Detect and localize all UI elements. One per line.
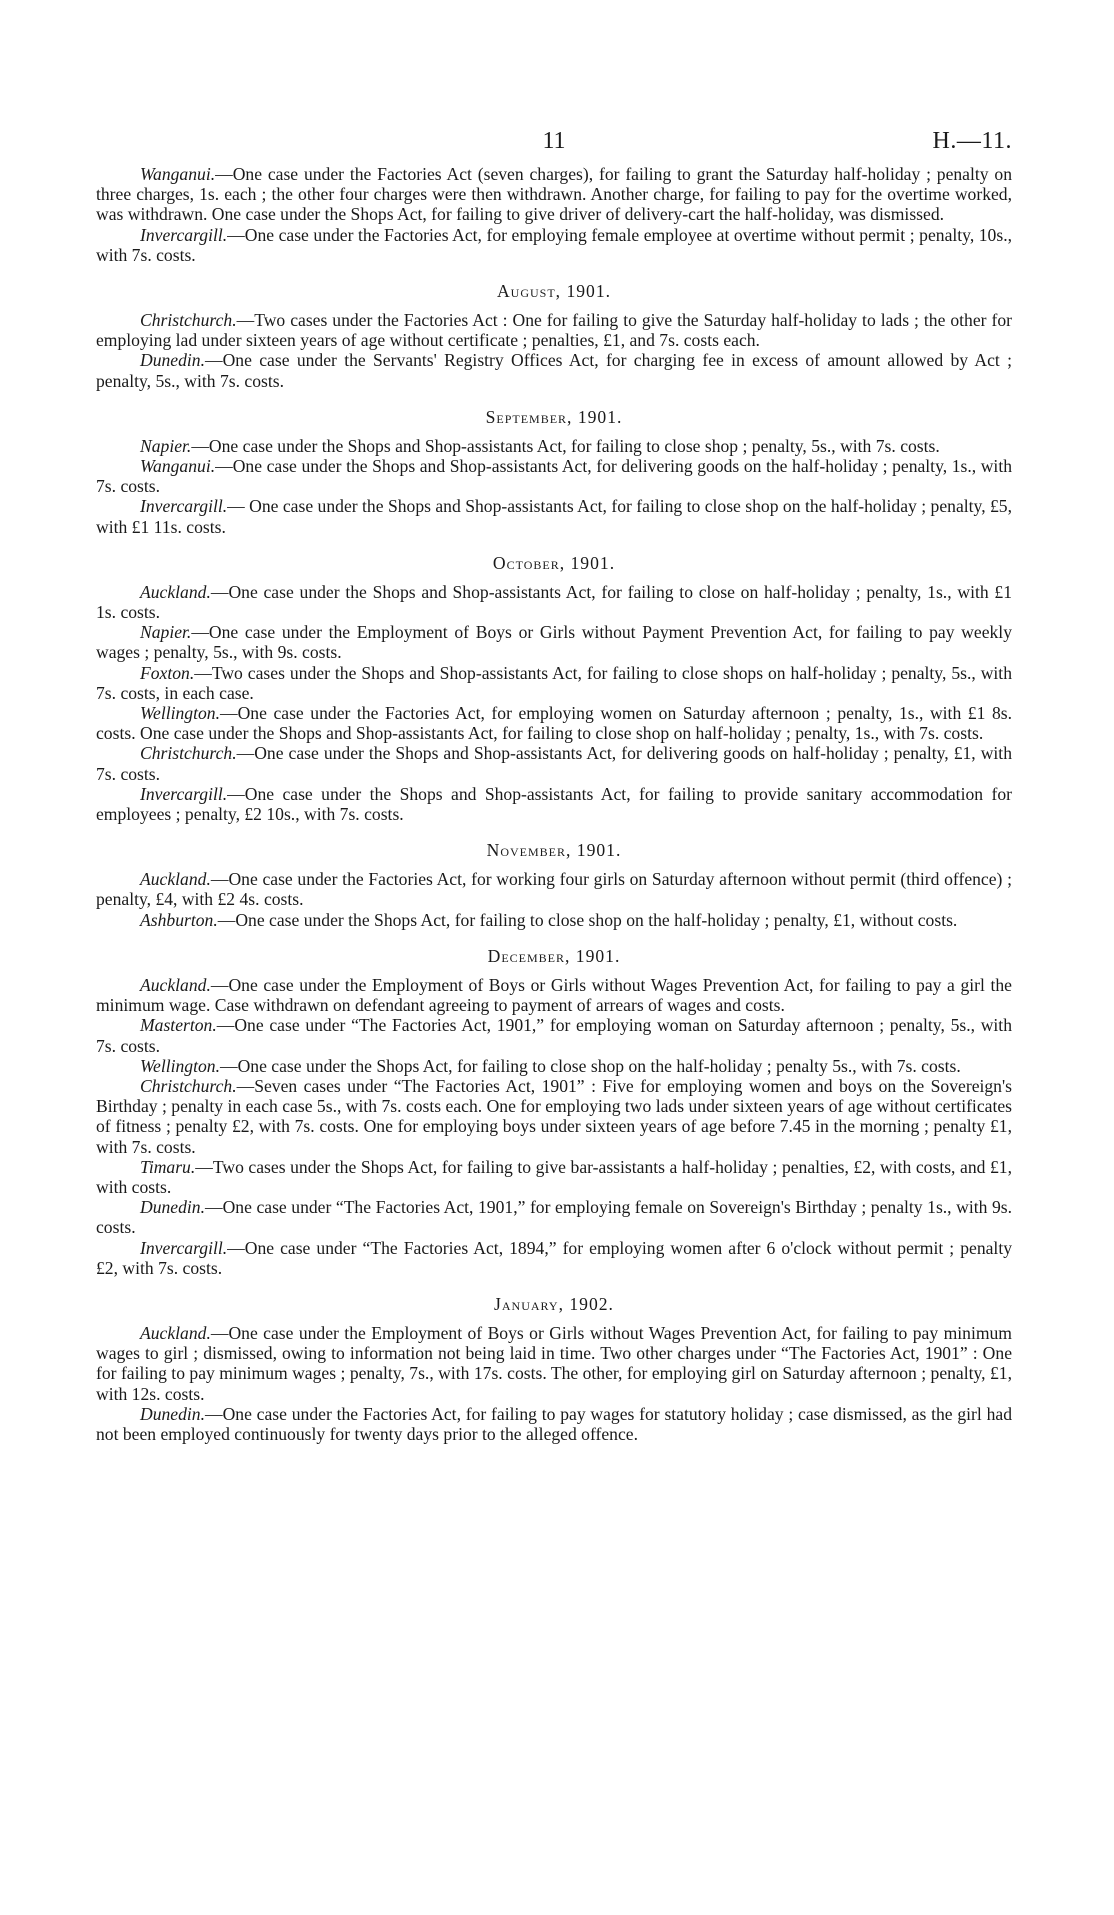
document-code: H.—11. [932, 128, 1012, 154]
place-name: Wellington. [140, 1055, 220, 1076]
place-name: Dunedin. [140, 350, 205, 371]
place-name: Napier. [140, 435, 192, 456]
month-heading: October, 1901. [492, 552, 616, 573]
case-entry [96, 784, 1012, 824]
section-september-1901 [96, 407, 1012, 537]
place-name: Ashburton. [140, 909, 218, 930]
place-name: Masterton. [140, 1015, 217, 1036]
case-text: —One case under the Shops and Shop-assistants Act, for delivering goods on the half-holiday ; penalty, 1s., with 7s. costs. [96, 456, 1012, 497]
section-december-1901 [96, 946, 1012, 1278]
month-heading: January, 1902. [494, 1293, 614, 1314]
case-entry [96, 743, 1012, 783]
document-page [96, 128, 1012, 1444]
place-name: Christchurch. [140, 1075, 237, 1096]
case-entry [96, 975, 1012, 1015]
case-text: —One case under the Shops Act, for failing to close shop on the half-holiday ; penalty, £1, without costs. [217, 909, 958, 930]
case-text: —One case under the Factories Act, for employing female employee at overtime without permit ; penalty, 10s., with 7s. costs. [96, 224, 1012, 265]
place-name: Wanganui. [140, 456, 216, 477]
case-entry [96, 496, 1012, 536]
case-entry [96, 582, 1012, 622]
case-entry [96, 164, 1012, 225]
place-name: Invercargill. [140, 496, 228, 517]
case-text: —One case under the Employment of Boys or Girls without Wages Prevention Act, for failing to pay minimum wages to girl ; dismissed, owing to information not being laid in time. Two other charges under “The Factories Act, 1901” : One for failing to pay minimum wages ; penalty, 7s., with 17s. costs. The other, for employing girl on Saturday afternoon ; penalty, £1, with 12s. costs. [96, 1322, 1012, 1404]
place-name: Wellington. [140, 703, 220, 724]
case-text: —One case under the Employment of Boys or Girls without Payment Prevention Act, for failing to pay weekly wages ; penalty, 5s., with 9s. costs. [96, 622, 1012, 663]
place-name: Timaru. [140, 1156, 196, 1177]
case-text: —One case under the Shops and Shop-assistants Act, for delivering goods on half-holiday ; penalty, £1, with 7s. costs. [96, 743, 1012, 784]
case-text: — One case under the Shops and Shop-assistants Act, for failing to close shop on the half-holiday ; penalty, £5, with £1 11s. costs. [96, 496, 1012, 537]
page-header [96, 128, 1012, 164]
case-entry [96, 1015, 1012, 1055]
place-name: Dunedin. [140, 1403, 205, 1424]
case-entry [96, 1404, 1012, 1444]
place-name: Foxton. [140, 662, 195, 683]
case-text: —One case under the Servants' Registry Offices Act, for charging fee in excess of amount allowed by Act ; penalty, 5s., with 7s. costs. [96, 350, 1012, 391]
case-text: —Seven cases under “The Factories Act, 1901” : Five for employing women and boys on the Sovereign's Birthday ; penalty in each case 5s., with 7s. costs each. One for employing two lads under sixteen years of age without certificates of fitness ; penalty £2, with 7s. costs. One for employing boys under sixteen years of age before 7.45 in the morning ; penalty £1, with 7s. costs. [96, 1075, 1012, 1157]
place-name: Christchurch. [140, 743, 237, 764]
place-name: Invercargill. [140, 783, 228, 804]
case-entry [96, 910, 1012, 930]
case-entry [96, 225, 1012, 265]
place-name: Auckland. [140, 869, 211, 890]
month-heading: September, 1901. [485, 406, 623, 427]
case-entry [96, 350, 1012, 390]
case-text: —Two cases under the Shops Act, for failing to give bar-assistants a half-holiday ; penalties, £2, with costs, and £1, with costs. [96, 1156, 1012, 1197]
case-text: —Two cases under the Factories Act : One for failing to give the Saturday half-holiday to lads ; the other for employing lad under sixteen years of age without certificate ; penalties, £1, and 7s. costs each. [96, 310, 1012, 351]
page-number: 11 [542, 128, 566, 154]
place-name: Auckland. [140, 581, 211, 602]
case-entry [96, 436, 1012, 456]
case-entry [96, 456, 1012, 496]
case-entry [96, 703, 1012, 743]
case-text: —One case under the Factories Act (seven charges), for failing to grant the Saturday half-holiday ; penalty on three charges, 1s. each ; the other four charges were then withdrawn. Another charge, for failing to pay for the overtime worked, was withdrawn. One case under the Shops Act, for failing to give driver of delivery-cart the half-holiday, was dismissed. [96, 164, 1012, 225]
case-entry [96, 663, 1012, 703]
intro-entries [96, 164, 1012, 265]
section-august-1901 [96, 281, 1012, 391]
case-text: —One case under the Factories Act, for employing women on Saturday afternoon ; penalty, 1s., with £1 8s. costs. One case under the Shops and Shop-assistants Act, for failing to close shop on half-holiday ; penalty, 1s., with 7s. costs. [96, 703, 1012, 744]
section-january-1902 [96, 1294, 1012, 1444]
case-entry [96, 1323, 1012, 1404]
place-name: Dunedin. [140, 1197, 205, 1218]
month-heading: August, 1901. [496, 281, 612, 302]
case-text: —One case under “The Factories Act, 1901,” for employing female on Sovereign's Birthday ; penalty 1s., with 9s. costs. [96, 1197, 1012, 1238]
place-name: Christchurch. [140, 310, 237, 331]
case-text: —One case under “The Factories Act, 1894,” for employing women after 6 o'clock without permit ; penalty £2, with 7s. costs. [96, 1237, 1012, 1278]
place-name: Napier. [140, 622, 192, 643]
case-text: —One case under the Shops Act, for failing to close shop on the half-holiday ; penalty 5s., with 7s. costs. [220, 1055, 961, 1076]
section-november-1901 [96, 840, 1012, 930]
case-text: —One case under the Shops and Shop-assistants Act, for failing to close shop ; penalty, 5s., with 7s. costs. [191, 435, 940, 456]
month-heading: November, 1901. [486, 840, 622, 861]
case-entry [96, 1157, 1012, 1197]
case-entry [96, 1197, 1012, 1237]
place-name: Invercargill. [140, 224, 228, 245]
case-entry [96, 1076, 1012, 1157]
case-entry [96, 1056, 1012, 1076]
case-text: —One case under the Factories Act, for working four girls on Saturday afternoon without permit (third offence) ; penalty, £4, with £2 4s. costs. [96, 869, 1012, 910]
case-text: —Two cases under the Shops and Shop-assistants Act, for failing to close shops on half-holiday ; penalty, 5s., with 7s. costs, in each case. [96, 662, 1012, 703]
case-text: —One case under the Shops and Shop-assistants Act, for failing to provide sanitary accommodation for employees ; penalty, £2 10s., with 7s. costs. [96, 783, 1012, 825]
case-entry [96, 622, 1012, 662]
case-entry [96, 310, 1012, 350]
section-october-1901 [96, 553, 1012, 824]
case-entry [96, 869, 1012, 909]
place-name: Invercargill. [140, 1237, 228, 1258]
case-text: —One case under “The Factories Act, 1901,” for employing woman on Saturday afternoon ; penalty, 5s., with 7s. costs. [96, 1015, 1012, 1056]
place-name: Wanganui. [140, 164, 216, 184]
place-name: Auckland. [140, 1322, 211, 1343]
case-entry [96, 1238, 1012, 1278]
place-name: Auckland. [140, 974, 211, 995]
case-text: —One case under the Employment of Boys or Girls without Wages Prevention Act, for failing to pay a girl the minimum wage. Case withdrawn on defendant agreeing to payment of arrears of wages and costs. [96, 974, 1012, 1016]
case-text: —One case under the Factories Act, for failing to pay wages for statutory holiday ; case dismissed, as the girl had not been employed continuously for twenty days prior to the alleged offence. [96, 1403, 1012, 1444]
case-text: —One case under the Shops and Shop-assistants Act, for failing to close on half-holiday ; penalty, 1s., with £1 1s. costs. [96, 581, 1012, 623]
month-heading: December, 1901. [487, 945, 621, 966]
